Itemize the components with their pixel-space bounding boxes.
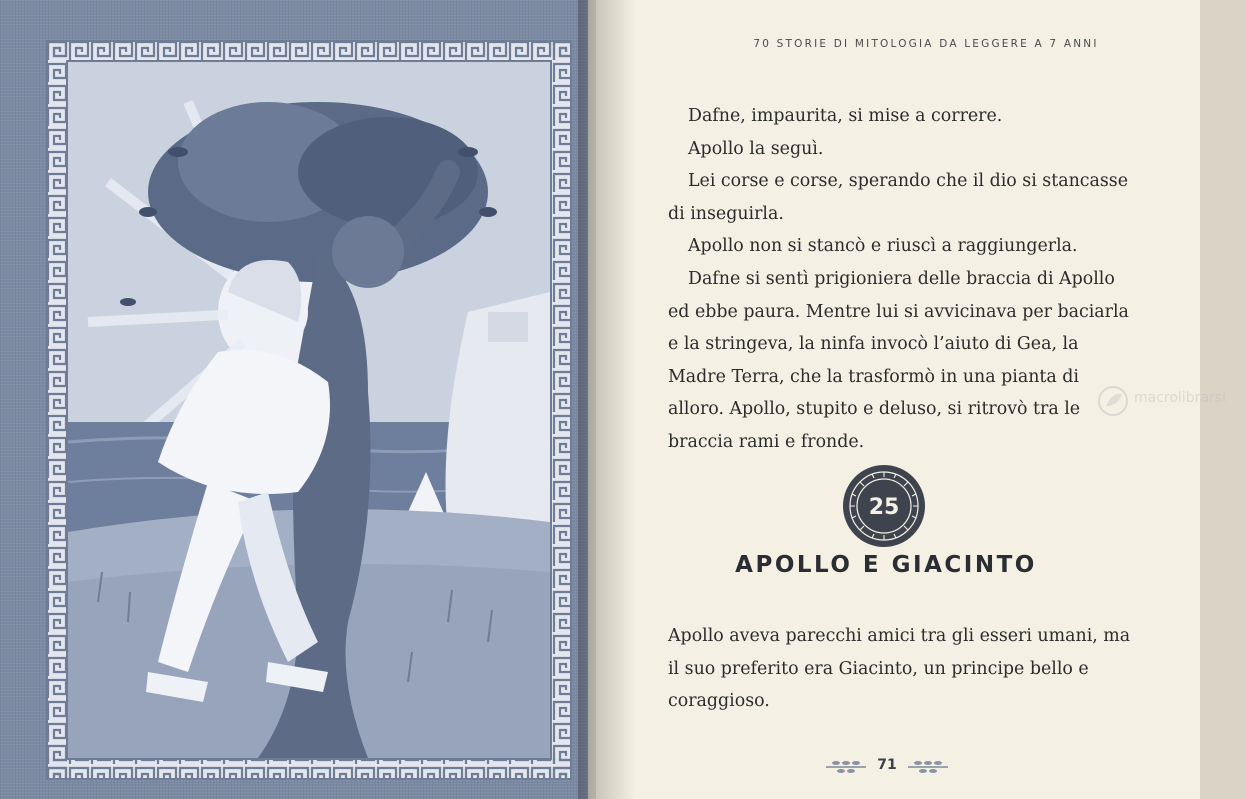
right-page (596, 0, 1226, 799)
chapter-number-badge (842, 464, 926, 548)
paragraph: Dafne, impaurita, si mise a correre. (688, 106, 1003, 126)
watermark-text: macrolibrarsi (1134, 390, 1226, 406)
chapter-number: 25 (868, 495, 900, 520)
story-text (668, 100, 1136, 459)
page-folio (822, 756, 952, 778)
apollo-dafne-scene (68, 62, 550, 758)
paragraph: Dafne si sentì prigioniera delle braccia di Apollo ed ebbe paura. Mentre lui si avvicinava per baciarla e la stringeva, la ninfa invocò l’aiuto di Gea, la Madre Terra, che la trasformò in una pianta di alloro. Apollo, stupito e deluso, si ritrovò tra le braccia rami e fronde. (668, 268, 1129, 452)
paragraph: Apollo aveva parecchi amici tra gli esseri umani, ma il suo preferito era Giacinto, un principe bello e coraggioso. (668, 626, 1131, 712)
running-head: 70 STORIE DI MITOLOGIA DA LEGGERE A 7 ANNI (753, 38, 1099, 50)
left-page (0, 0, 588, 799)
paragraph: Apollo la seguì. (688, 138, 824, 159)
chapter-title: APOLLO E GIACINTO (735, 552, 1037, 578)
paragraph: Lei corse e corse, sperando che il dio si stancasse di inseguirla. (668, 171, 1129, 224)
illustration-frame (46, 40, 572, 780)
illustration (68, 62, 550, 758)
paragraph: Apollo non si stancò e riuscì a raggiungerla. (688, 236, 1078, 257)
chapter-text (668, 620, 1138, 718)
page-number: 71 (877, 757, 897, 773)
